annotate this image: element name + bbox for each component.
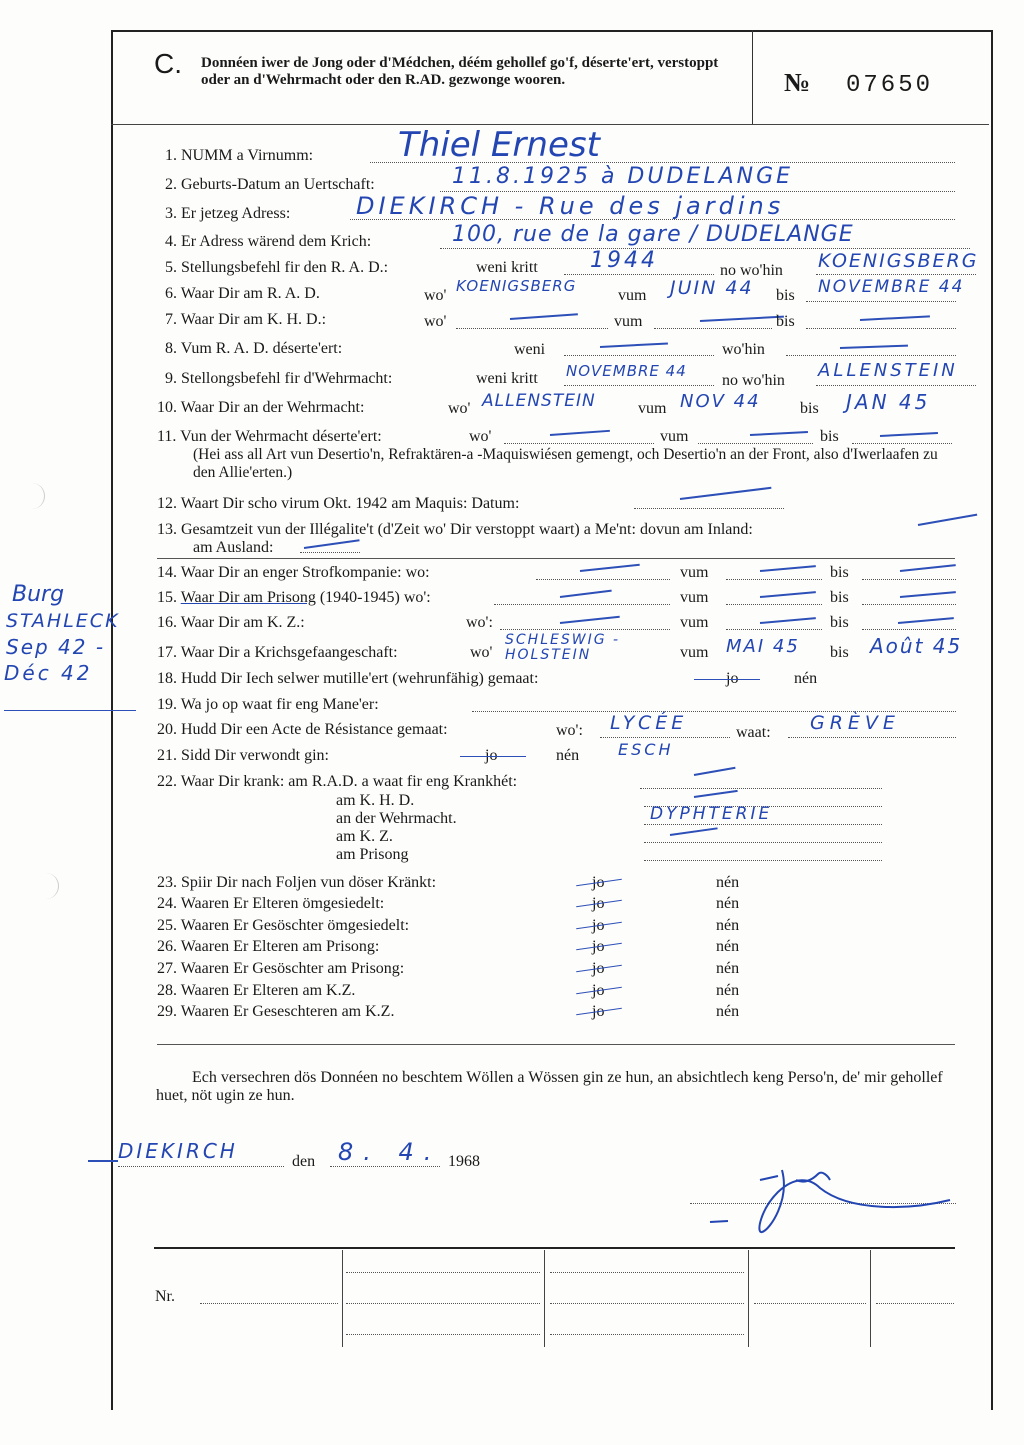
question-15: 15. Waar Dir am Prisong (1940-1945) wo': [157, 589, 431, 606]
question-22-khd: am K. H. D. [336, 792, 415, 809]
label-weni: weni [514, 341, 546, 358]
question-16: 16. Waar Dir am K. Z.: [157, 614, 305, 631]
signature-place[interactable]: DIEKIRCH [118, 1139, 238, 1163]
question-22-prisong: am Prisong [336, 846, 409, 863]
declaration-text: Ech versechren dös Donnéen no beschtem Wöllen a Wössen gin ze hun, an absichtlech keng Perso'n, de' mir gehollef huet, nöt ugin ze hun. [156, 1069, 943, 1104]
label-wohin: no wo'hin [720, 262, 783, 279]
answer-resistance-town[interactable]: ESCH [618, 740, 674, 759]
label-wo: wo' [448, 400, 471, 417]
answer-line [786, 355, 956, 356]
label-vum: vum [618, 287, 647, 304]
label-bis: bis [800, 400, 819, 417]
label-wo: wo': [556, 722, 583, 739]
registry-column-divider [870, 1250, 871, 1347]
answer-line [504, 443, 654, 444]
question-25: 25. Waaren Er Gesöschter ömgesiedelt: [157, 917, 410, 934]
option-nen[interactable]: nén [716, 1003, 740, 1020]
question-10: 10. Waar Dir an der Wehrmacht: [157, 399, 365, 416]
answer-line [654, 328, 772, 329]
label-bis: bis [830, 644, 849, 661]
option-nen[interactable]: nén [716, 938, 740, 955]
answer-address[interactable]: DIEKIRCH - Rue des jardins [356, 192, 785, 220]
answer-rad-where[interactable]: KOENIGSBERG [456, 277, 577, 295]
option-jo[interactable]: jo [592, 938, 605, 955]
answer-line [564, 355, 714, 356]
label-bis: bis [830, 614, 849, 631]
answer-line [644, 842, 882, 843]
answer-line [788, 737, 956, 738]
question-9: 9. Stellongsbefehl fir d'Wehrmacht: [165, 370, 393, 387]
answer-line [726, 579, 822, 580]
question-6: 6. Waar Dir am R. A. D. [165, 285, 320, 302]
question-3: 3. Er jetzeg Adress: [165, 205, 291, 222]
answer-war-address[interactable]: 100, rue de la gare / DUDELANGE [452, 222, 854, 247]
question-4: 4. Er Adress wärend dem Krich: [165, 233, 372, 250]
number-symbol: № [784, 68, 811, 97]
answer-line [640, 788, 882, 789]
registry-column-divider [342, 1250, 343, 1347]
margin-note-line: STAHLECK [6, 610, 120, 632]
label-waat: waat: [736, 724, 771, 741]
registry-field[interactable] [346, 1272, 540, 1273]
registry-field[interactable] [754, 1303, 866, 1304]
label-wo: wo' [470, 644, 493, 661]
registry-field[interactable] [346, 1334, 540, 1335]
label-vum: vum [680, 589, 709, 606]
answer-line [726, 604, 822, 605]
answer-rad-date[interactable]: 1944 [590, 248, 658, 273]
label-vum: vum [638, 400, 667, 417]
question-22: 22. Waar Dir krank: am R.A.D. a waat fir eng Krankhét: [157, 773, 518, 790]
margin-note-line: Sep 42 - [6, 635, 106, 659]
label-bis: bis [830, 564, 849, 581]
answer-resistance-what[interactable]: GRÈVE [810, 712, 900, 734]
margin-note-line: Déc 42 [4, 661, 93, 685]
answer-name[interactable]: Thiel Ernest [398, 125, 600, 165]
question-8: 8. Vum R. A. D. déserte'ert: [165, 340, 343, 357]
option-jo[interactable]: jo [592, 960, 605, 977]
answer-line [330, 1166, 440, 1167]
answer-line [852, 443, 952, 444]
label-wo: wo' [469, 428, 492, 445]
answer-line [300, 552, 360, 553]
answer-line [806, 328, 956, 329]
answer-pow-from[interactable]: MAI 45 [726, 636, 800, 657]
label-weni: weni kritt [476, 370, 538, 387]
label-vum: vum [680, 564, 709, 581]
label-bis: bis [830, 589, 849, 606]
question-24: 24. Waaren Er Elteren ömgesiedelt: [157, 895, 385, 912]
answer-line [816, 274, 976, 275]
label-wo: wo' [424, 287, 447, 304]
answer-wm-place[interactable]: ALLENSTEIN [818, 360, 958, 381]
answer-resistance-where[interactable]: LYCÉE [610, 712, 688, 734]
question-11: 11. Vun der Wehrmacht déserte'ert: [157, 428, 382, 445]
registry-column-divider [748, 1250, 749, 1347]
question-12: 12. Waart Dir scho virum Okt. 1942 am Maquis: Datum: [157, 495, 520, 512]
label-vum: vum [614, 313, 643, 330]
question-13-abroad: am Ausland: [193, 539, 274, 556]
option-nen[interactable]: nén [716, 960, 740, 977]
option-jo[interactable]: jo [485, 747, 498, 764]
answer-pow-to[interactable]: Août 45 [870, 634, 963, 658]
label-bis: bis [820, 428, 839, 445]
section-title: Donnéen iwer de Jong oder d'Médchen, déém gehollef go'f, déserte'ert, verstoppt oder an d'Wehrmacht oder den R.AD. gezwonge wooren. [201, 55, 719, 88]
option-jo[interactable]: jo [592, 982, 605, 999]
registry-field[interactable] [200, 1303, 338, 1304]
answer-line [500, 629, 670, 630]
answer-wm-where[interactable]: ALLENSTEIN [482, 391, 596, 411]
answer-line [862, 579, 956, 580]
question-19: 19. Wa jo op waat fir eng Mane'er: [157, 696, 379, 713]
strike-jo [460, 756, 526, 757]
label-vum: vum [680, 644, 709, 661]
answer-wm-to[interactable]: JAN 45 [846, 390, 931, 414]
label-wo: wo' [424, 313, 447, 330]
question-22-wehrmacht: an der Wehrmacht. [336, 810, 457, 827]
option-jo[interactable]: jo [592, 1003, 605, 1020]
answer-line [600, 737, 730, 738]
answer-pow-where[interactable]: SCHLESWIG - HOLSTEIN [505, 632, 621, 663]
header-vertical-divider [752, 30, 753, 124]
question-18: 18. Hudd Dir Iech selwer mutille'ert (wehrunfähig) gemaat: [157, 670, 539, 687]
registry-field[interactable] [550, 1334, 744, 1335]
label-weni: weni kritt [476, 259, 538, 276]
question-22-kz: am K. Z. [336, 828, 393, 845]
option-nen[interactable]: nén [716, 917, 740, 934]
question-27: 27. Waaren Er Gesöschter am Prisong: [157, 960, 405, 977]
question-5: 5. Stellungsbefehl fir den R. A. D.: [165, 259, 389, 276]
answer-line [564, 385, 714, 386]
option-nen[interactable]: nén [716, 982, 740, 999]
form-number: 07650 [846, 72, 934, 99]
margin-note-underline [4, 710, 136, 711]
separator [157, 1044, 955, 1045]
punch-hole [30, 483, 45, 509]
margin-note [2, 584, 137, 683]
question-11-note: (Hei ass all Art vun Desertio'n, Refraktären-a -Maquiswiésen gemengt, och Desertio'n an der Front, also d'Iwerlaafen zu den Allie'erten.) [193, 446, 938, 481]
strike-jo [694, 679, 760, 680]
answer-line [862, 604, 956, 605]
label-den: den [292, 1153, 316, 1170]
registry-nr-label: Nr. [155, 1288, 175, 1305]
question-29: 29. Waaren Er Geseschteren am K.Z. [157, 1003, 395, 1020]
place-dash [88, 1160, 118, 1162]
answer-line [698, 443, 813, 444]
question-26: 26. Waaren Er Elteren am Prisong: [157, 938, 380, 955]
option-nen[interactable]: nén [556, 747, 580, 764]
signature-year: 1968 [448, 1153, 480, 1170]
registry-field[interactable] [346, 1303, 540, 1304]
answer-wm-date[interactable]: NOVEMBRE 44 [566, 362, 687, 380]
label-wohin: wo'hin [722, 341, 765, 358]
question-1: 1. NUMM a Virnumm: [165, 147, 314, 164]
answer-line [494, 604, 670, 605]
option-jo[interactable]: jo [726, 670, 739, 687]
question-13: 13. Gesamtzeit vun der Illégalite't (d'Zeit wo' Dir verstoppt waart) a Me'nt: dovun am Inland: [157, 521, 753, 538]
answer-birth[interactable]: 11.8.1925 à DUDELANGE [452, 164, 794, 189]
answer-rad-from[interactable]: JUIN 44 [670, 277, 754, 299]
answer-line [806, 301, 956, 302]
answer-line [634, 508, 784, 509]
answer-line [644, 860, 882, 861]
question-17: 17. Waar Dir a Krichsgefaangeschaft: [157, 644, 398, 661]
answer-line [862, 629, 956, 630]
label-wo: wo': [466, 614, 493, 631]
registry-field[interactable] [550, 1272, 744, 1273]
label-bis: bis [776, 313, 795, 330]
label-vum: vum [680, 614, 709, 631]
answer-rad-to[interactable]: NOVEMBRE 44 [818, 277, 965, 297]
answer-line [456, 328, 608, 329]
answer-wm-from[interactable]: NOV 44 [680, 391, 761, 412]
option-nen[interactable]: nén [794, 670, 818, 687]
label-bis: bis [776, 287, 795, 304]
option-nen[interactable]: nén [716, 874, 740, 891]
option-jo[interactable]: jo [592, 874, 605, 891]
answer-line [564, 274, 714, 275]
answer-line [440, 248, 970, 249]
option-jo[interactable]: jo [592, 895, 605, 912]
separator [157, 558, 955, 559]
answer-line [536, 579, 670, 580]
question-14: 14. Waar Dir an enger Strofkompanie: wo: [157, 564, 430, 581]
label-vum: vum [660, 428, 689, 445]
question-20: 20. Hudd Dir een Acte de Résistance gemaat: [157, 721, 448, 738]
answer-illness[interactable]: DYPHTERIE [650, 804, 773, 824]
answer-line [644, 824, 882, 825]
question-21: 21. Sidd Dir verwondt gin: [157, 747, 329, 764]
option-jo[interactable]: jo [592, 917, 605, 934]
punch-hole [44, 873, 59, 899]
registry-field[interactable] [550, 1303, 744, 1304]
section-letter: C. [154, 48, 182, 79]
signature-date[interactable]: 8. 4. [338, 1138, 442, 1166]
answer-line [118, 1166, 284, 1167]
registry-column-divider [544, 1250, 545, 1347]
margin-note-line: Burg [12, 582, 65, 607]
question-2: 2. Geburts-Datum an Uertschaft: [165, 176, 375, 193]
answer-line [726, 629, 822, 630]
option-nen[interactable]: nén [716, 895, 740, 912]
label-wohin: no wo'hin [722, 372, 785, 389]
question-28: 28. Waaren Er Elteren am K.Z. [157, 982, 356, 999]
registry-field[interactable] [876, 1303, 954, 1304]
question-23: 23. Spiir Dir nach Foljen vun döser Kränkt: [157, 874, 437, 891]
signature-scribble [700, 1140, 960, 1240]
answer-line [816, 385, 976, 386]
question-7: 7. Waar Dir am K. H. D.: [165, 311, 327, 328]
answer-rad-place[interactable]: KOENIGSBERG [818, 250, 979, 272]
